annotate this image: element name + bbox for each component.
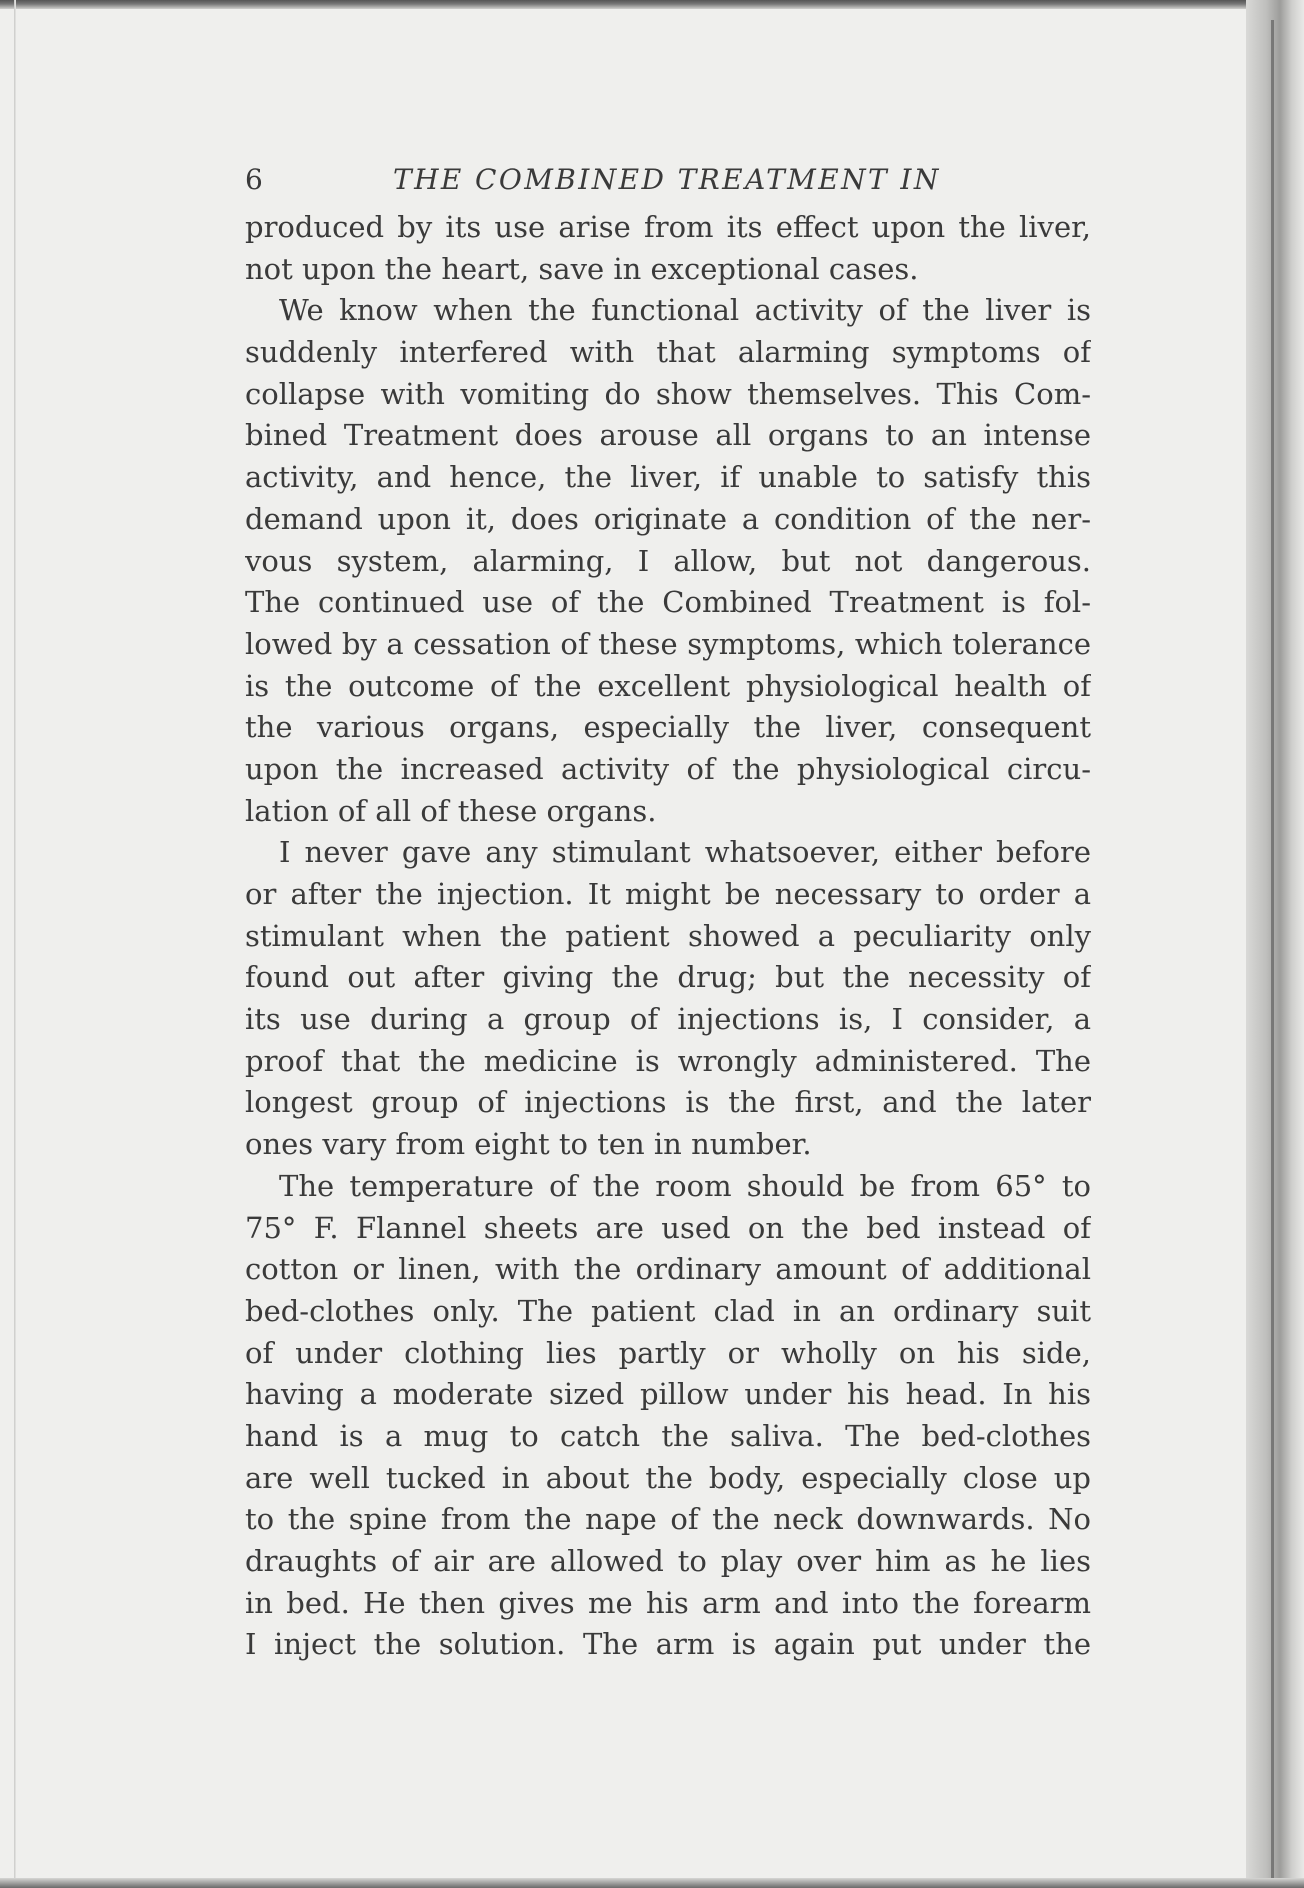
text-line: lation of all of these organs.	[245, 793, 657, 828]
running-title: THE COMBINED TREATMENT IN	[393, 163, 941, 196]
text-line: proof that the medicine is wrongly administered. The	[245, 1043, 1091, 1078]
text-line: to the spine from the nape of the neck downwards. No	[245, 1502, 1091, 1537]
text-line: bed-clothes only. The patient clad in an ordinary suit	[245, 1293, 1091, 1328]
text-line: I inject the solution. The arm is again put under the	[245, 1627, 1091, 1662]
text-line: stimulant when the patient showed a peculiarity only	[245, 918, 1091, 953]
text-line: bined Treatment does arouse all organs to an intense	[245, 418, 1091, 453]
page-number: 6	[245, 163, 265, 196]
text-line: 75° F. Flannel sheets are used on the bed instead of	[245, 1210, 1091, 1245]
text-line: demand upon it, does originate a condition of the ner-	[245, 501, 1091, 536]
text-line: The continued use of the Combined Treatment is fol-	[245, 585, 1091, 620]
text-line: upon the increased activity of the physiological circu-	[245, 751, 1091, 786]
text-line: the various organs, especially the liver, consequent	[245, 710, 1091, 745]
text-line: activity, and hence, the liver, if unable to satisfy this	[245, 460, 1091, 495]
text-line: is the outcome of the excellent physiological health of	[245, 668, 1091, 703]
text-line: longest group of injections is the first, and the later	[245, 1085, 1091, 1120]
text-line: are well tucked in about the body, especially close up	[245, 1460, 1091, 1495]
text-line: produced by its use arise from its effect upon the liver,	[245, 210, 1091, 244]
left-margin-shadow	[14, 0, 16, 1888]
text-line: not upon the heart, save in exceptional cases.	[245, 251, 919, 286]
book-gutter	[1246, 0, 1304, 1888]
text-line: The temperature of the room should be from 65° to	[279, 1168, 1091, 1203]
text-line: found out after giving the drug; but the necessity of	[245, 960, 1091, 995]
text-line: lowed by a cessation of these symptoms, which tolerance	[245, 626, 1091, 661]
scan-top-edge	[0, 0, 1304, 9]
text-line: vous system, alarming, I allow, but not dangerous.	[245, 543, 1091, 578]
text-line: draughts of air are allowed to play over him as he lies	[245, 1544, 1091, 1578]
page-content	[245, 155, 1091, 1666]
scan-bottom-edge	[0, 1878, 1304, 1888]
text-line: I never gave any stimulant whatsoever, either before	[279, 835, 1091, 870]
text-line: its use during a group of injections is, I consider, a	[245, 1002, 1091, 1037]
text-line: We know when the functional activity of the liver is	[279, 293, 1091, 328]
body-text	[245, 207, 1091, 1666]
text-line: cotton or linen, with the ordinary amount of additional	[245, 1252, 1091, 1287]
text-line: in bed. He then gives me his arm and into the forearm	[245, 1585, 1091, 1620]
text-line: or after the injection. It might be necessary to order a	[245, 877, 1091, 911]
text-line: hand is a mug to catch the saliva. The bed-clothes	[245, 1418, 1091, 1453]
running-head	[245, 155, 1091, 207]
text-line: having a moderate sized pillow under his head. In his	[245, 1377, 1091, 1412]
gutter-edge-line	[1271, 20, 1274, 1880]
text-line: of under clothing lies partly or wholly on his side,	[245, 1335, 1091, 1370]
text-line: ones vary from eight to ten in number.	[245, 1127, 812, 1162]
text-line: collapse with vomiting do show themselves. This Com-	[245, 376, 1091, 411]
text-line: suddenly interfered with that alarming symptoms of	[245, 335, 1091, 370]
